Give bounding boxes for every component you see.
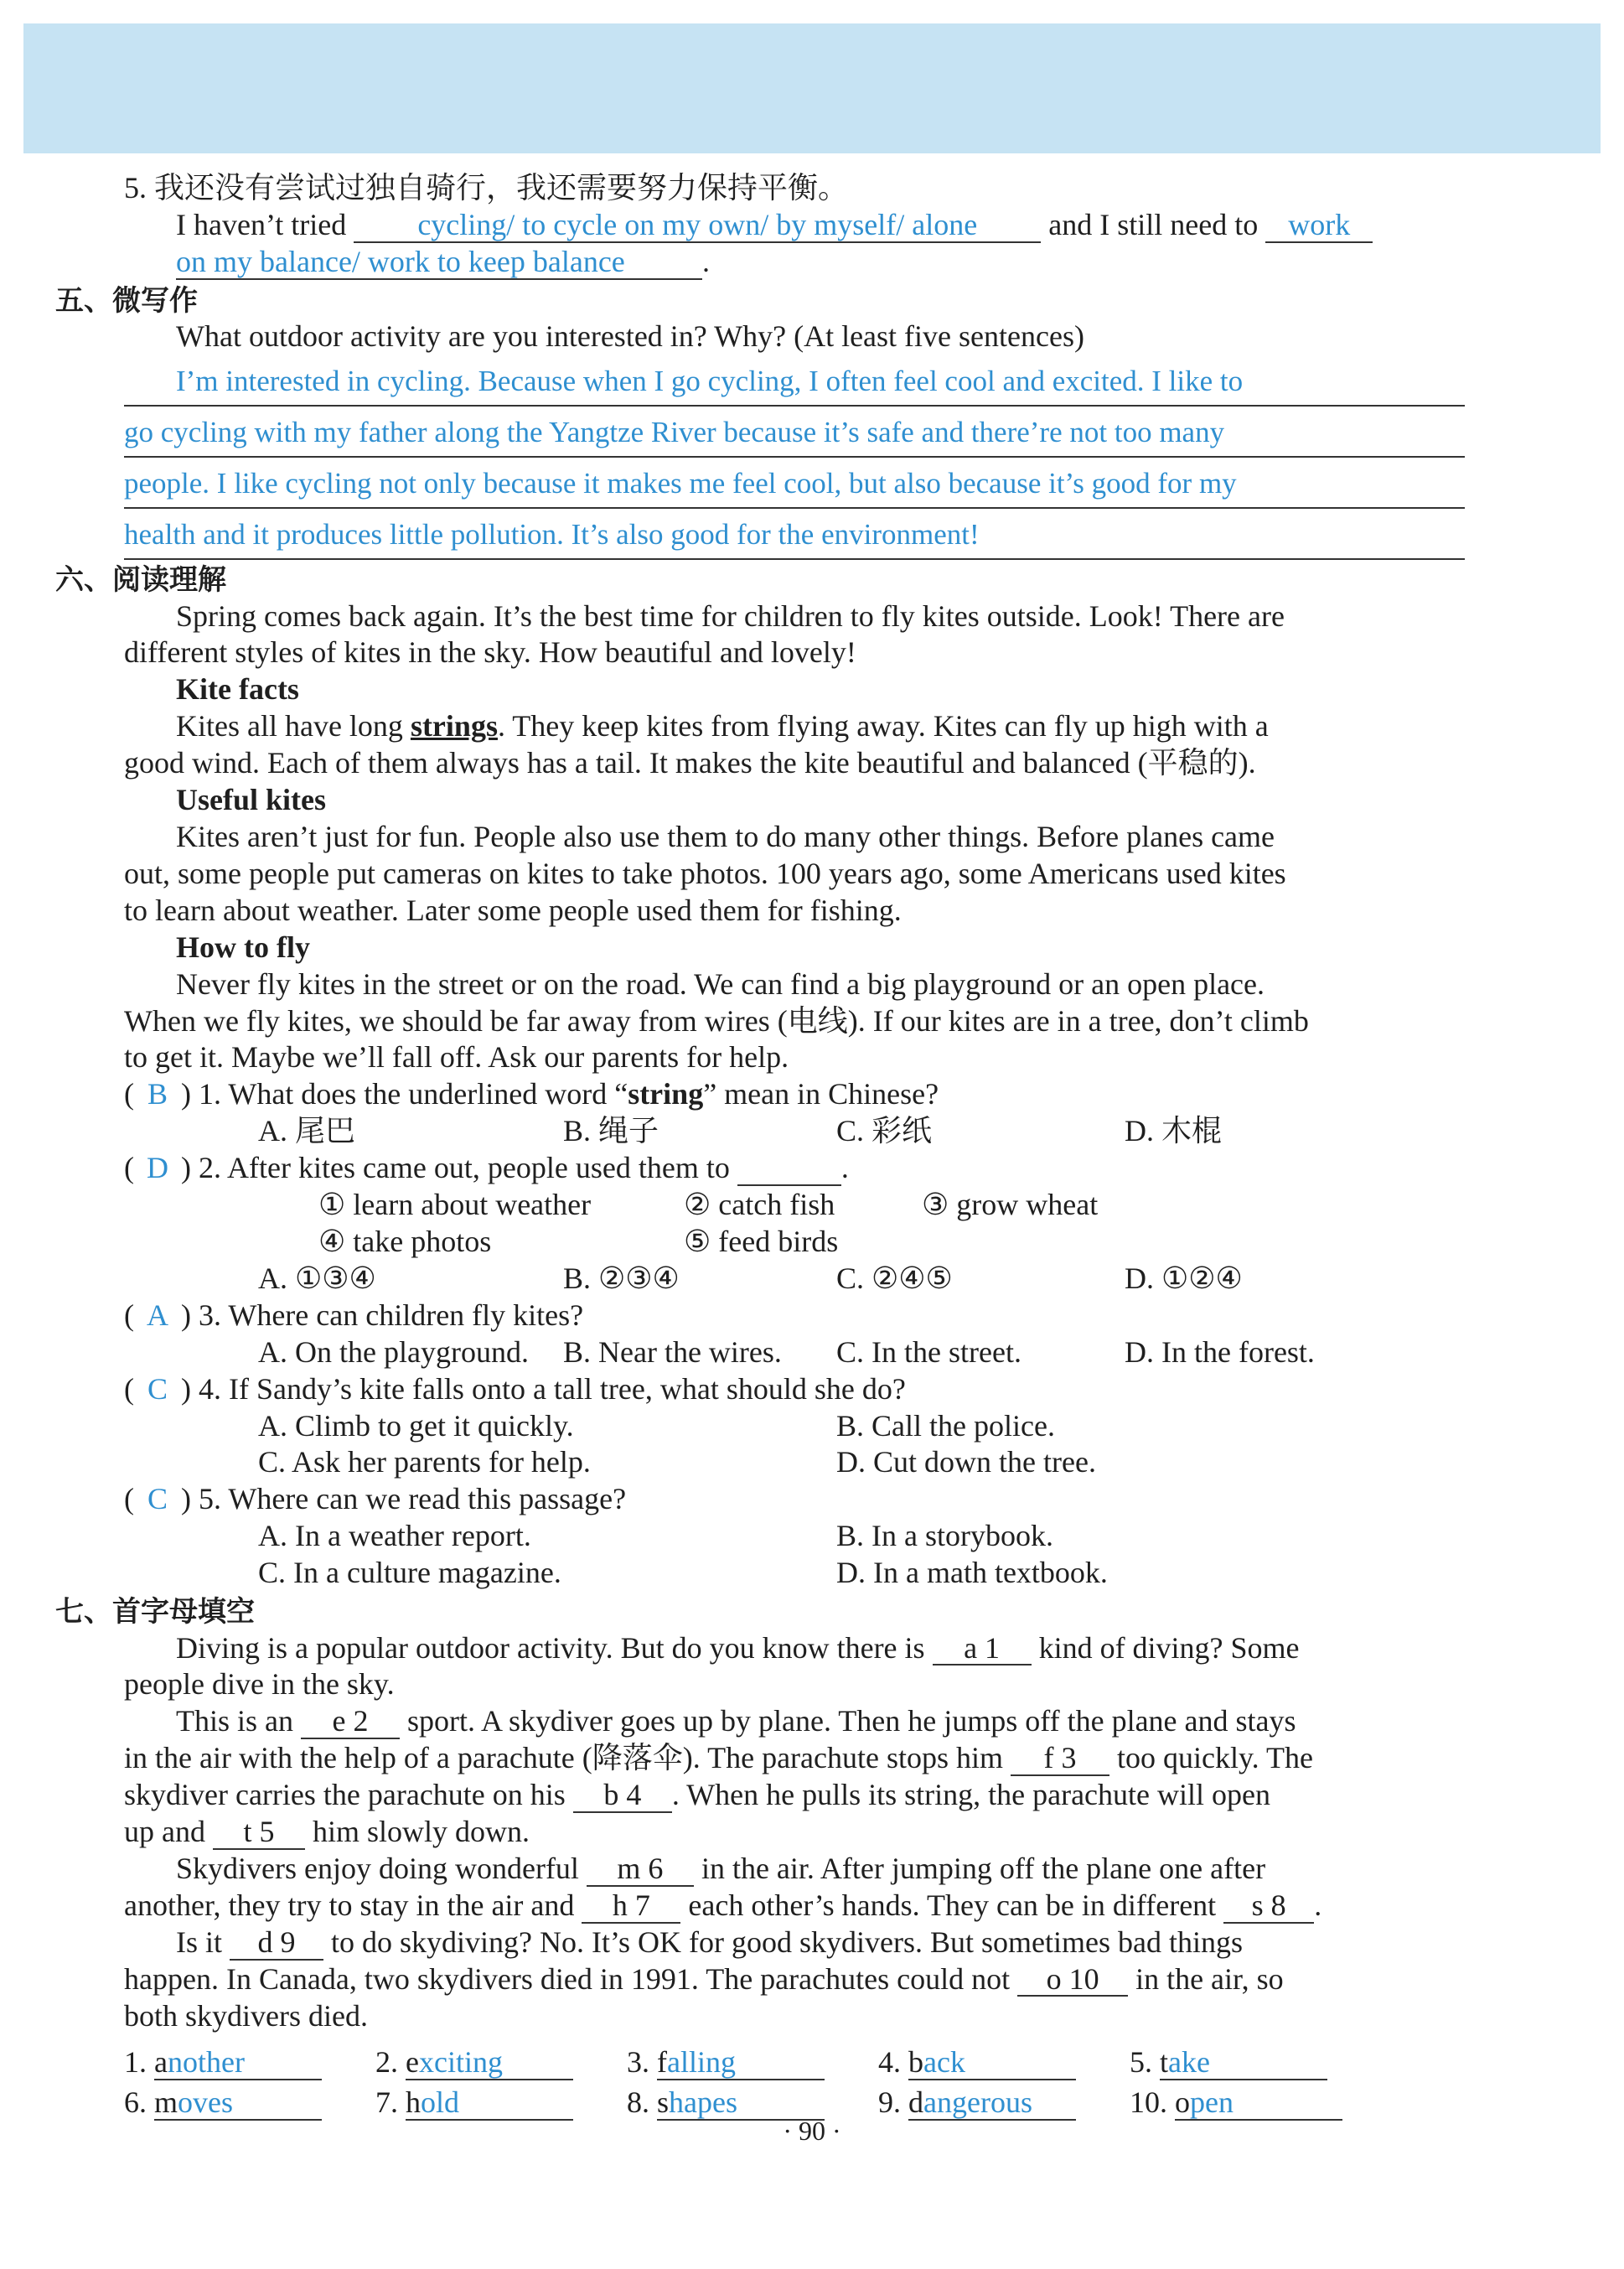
translation-sentence: I haven’t tried cycling/ to cycle on my own/ by myself/ alone and I still need to work [124,207,1465,244]
options-q4: C. Ask her parents for help. D. Cut down the tree. [258,1445,1096,1479]
options-q5: A. In a weather report. B. In a storybook. [258,1519,1053,1553]
cloze-line: up and t 5 him slowly down. [124,1815,530,1849]
cloze-line: happen. In Canada, two skydivers died in 1991. The parachutes could not o 10 in the air, so [124,1961,1284,1996]
cloze-blank-6: m 6 [587,1853,694,1887]
page-number: · 90 · [783,2116,841,2146]
cloze-answer: 2. exciting [375,2044,627,2081]
section-5-title: 五、微写作 [55,283,198,318]
section-6-title: 六、阅读理解 [55,563,226,598]
cloze-blank-4: b 4 [573,1779,672,1813]
options-q5: C. In a culture magazine. D. In a math textbook. [258,1556,1108,1590]
passage-line: good wind. Each of them always has a tail. It makes the kite beautiful and balanced (平稳的). [124,746,1256,780]
options-q1: A. 尾巴 B. 绳子 C. 彩纸 D. 木棍 [258,1114,1222,1148]
cloze-line: skydiver carries the parachute on his b 4 . When he pulls its string, the parachute will open [124,1778,1270,1812]
cloze-blank-8: s 8 [1223,1890,1314,1924]
cloze-answer-grid [124,2044,1465,2121]
writing-prompt: What outdoor activity are you interested in? Why? (At least five sentences) [176,319,1084,354]
question-5: ( C ) 5. Where can we read this passage? [124,1481,1465,1518]
cloze-answer: 3. falling [627,2044,878,2081]
cloze-answer: 7. hold [375,2085,627,2121]
options-q2: A. ①③④ B. ②③④ C. ②④⑤ D. ①②④ [258,1261,1243,1295]
cloze-answer: 4. back [878,2044,1130,2081]
cloze-answer: 8. shapes [627,2085,878,2121]
writing-line-1: I’m interested in cycling. Because when I go cycling, I often feel cool and excited. I like to [124,355,1465,407]
cloze-line: people dive in the sky. [124,1667,395,1702]
passage-line: Spring comes back again. It’s the best time for children to fly kites outside. Look! There are [176,598,1285,633]
writing-line-4: health and it produces little pollution. It’s also good for the environment! [124,509,1465,560]
options-q3: A. On the playground. B. Near the wires. C. In the street. D. In the forest. [258,1334,1315,1369]
answer-q5: C [147,1482,168,1516]
cloze-blank-2: e 2 [301,1706,400,1739]
cloze-blank-3: f 3 [1011,1743,1109,1776]
header-band [23,23,1601,153]
passage-line: Kites all have long strings. They keep kites from flying away. Kites can fly up high with a [176,709,1269,743]
options-q4: A. Climb to get it quickly. B. Call the police. [258,1408,1055,1443]
answer-q2: D [147,1151,168,1185]
cloze-answer: 9. dangerous [878,2085,1130,2121]
answer-q4: C [147,1371,168,1406]
question-2: ( D ) 2. After kites came out, people used them to . [124,1150,1465,1187]
translation-sentence-cont: on my balance/ work to keep balance . [176,244,710,278]
cloze-line: Is it d 9 to do skydiving? No. It’s OK for good skydivers. But sometimes bad things [176,1925,1243,1959]
writing-line-2: go cycling with my father along the Yangtze River because it’s safe and there’re not too many [124,407,1465,458]
selection-list-q2: ④ take photos ⑤ feed birds [318,1224,839,1258]
underlined-word-strings: strings [410,709,498,743]
cloze-line: in the air with the help of a parachute (降落伞). The parachute stops him f 3 too quickly. The [124,1741,1313,1775]
cloze-line: both skydivers died. [124,1998,368,2033]
cloze-blank-1: a 1 [933,1633,1032,1666]
question-3: ( A ) 3. Where can children fly kites? [124,1298,1465,1334]
subheading-kite-facts: Kite facts [176,672,299,707]
cloze-line: Skydivers enjoy doing wonderful m 6 in the air. After jumping off the plane one after [176,1851,1266,1885]
worksheet-content [55,170,1465,2121]
cloze-blank-10: o 10 [1017,1964,1128,1997]
translation-blank-1: cycling/ to cycle on my own/ by myself/ alone [354,210,1041,243]
answer-q1: B [147,1077,168,1111]
cloze-blank-5: t 5 [213,1816,305,1850]
passage-line: to learn about weather. Later some people used them for fishing. [124,893,902,927]
question-4: ( C ) 4. If Sandy’s kite falls onto a tall tree, what should she do? [124,1371,1465,1408]
translation-blank-2b: on my balance/ work to keep balance [176,246,702,280]
cloze-answer: 6. moves [124,2085,375,2121]
writing-line-3: people. I like cycling not only because it makes me feel cool, but also because it’s good for my [124,458,1465,509]
subheading-how-to-fly: How to fly [176,930,310,964]
cloze-answer: 10. open [1130,2085,1381,2121]
cloze-line: Diving is a popular outdoor activity. But do you know there is a 1 kind of diving? Some [176,1630,1300,1665]
passage-line: When we fly kites, we should be far away from wires (电线). If our kites are in a tree, don’t climb [124,1003,1309,1038]
translation-chinese: 5. 我还没有尝试过独自骑行，我还需要努力保持平衡。 [124,171,849,205]
passage-line: out, some people put cameras on kites to take photos. 100 years ago, some Americans used kites [124,856,1286,890]
passage-line: to get it. Maybe we’ll fall off. Ask our parents for help. [124,1040,789,1075]
blank-q2 [737,1153,841,1186]
answer-q3: A [147,1298,168,1332]
cloze-line: This is an e 2 sport. A skydiver goes up by plane. Then he jumps off the plane and stays [176,1704,1296,1738]
passage-line: Kites aren’t just for fun. People also use them to do many other things. Before planes came [176,820,1275,853]
cloze-line: another, they try to stay in the air and h 7 each other’s hands. They can be in different s 8 . [124,1888,1322,1922]
selection-list-q2: ① learn about weather ② catch fish ③ grow wheat [318,1188,1099,1222]
cloze-answer: 5. take [1130,2044,1381,2081]
subheading-useful-kites: Useful kites [176,783,326,817]
passage-line: Never fly kites in the street or on the road. We can find a big playground or an open place. [176,966,1265,1001]
cloze-answer: 1. another [124,2044,375,2081]
cloze-blank-7: h 7 [582,1890,680,1924]
translation-blank-2a: work [1265,210,1373,243]
passage-line: different styles of kites in the sky. How beautiful and lovely! [124,635,856,670]
cloze-blank-9: d 9 [230,1927,323,1961]
section-7-title: 七、首字母填空 [55,1595,255,1629]
question-1: ( B ) 1. What does the underlined word “string” mean in Chinese? [124,1076,1465,1113]
